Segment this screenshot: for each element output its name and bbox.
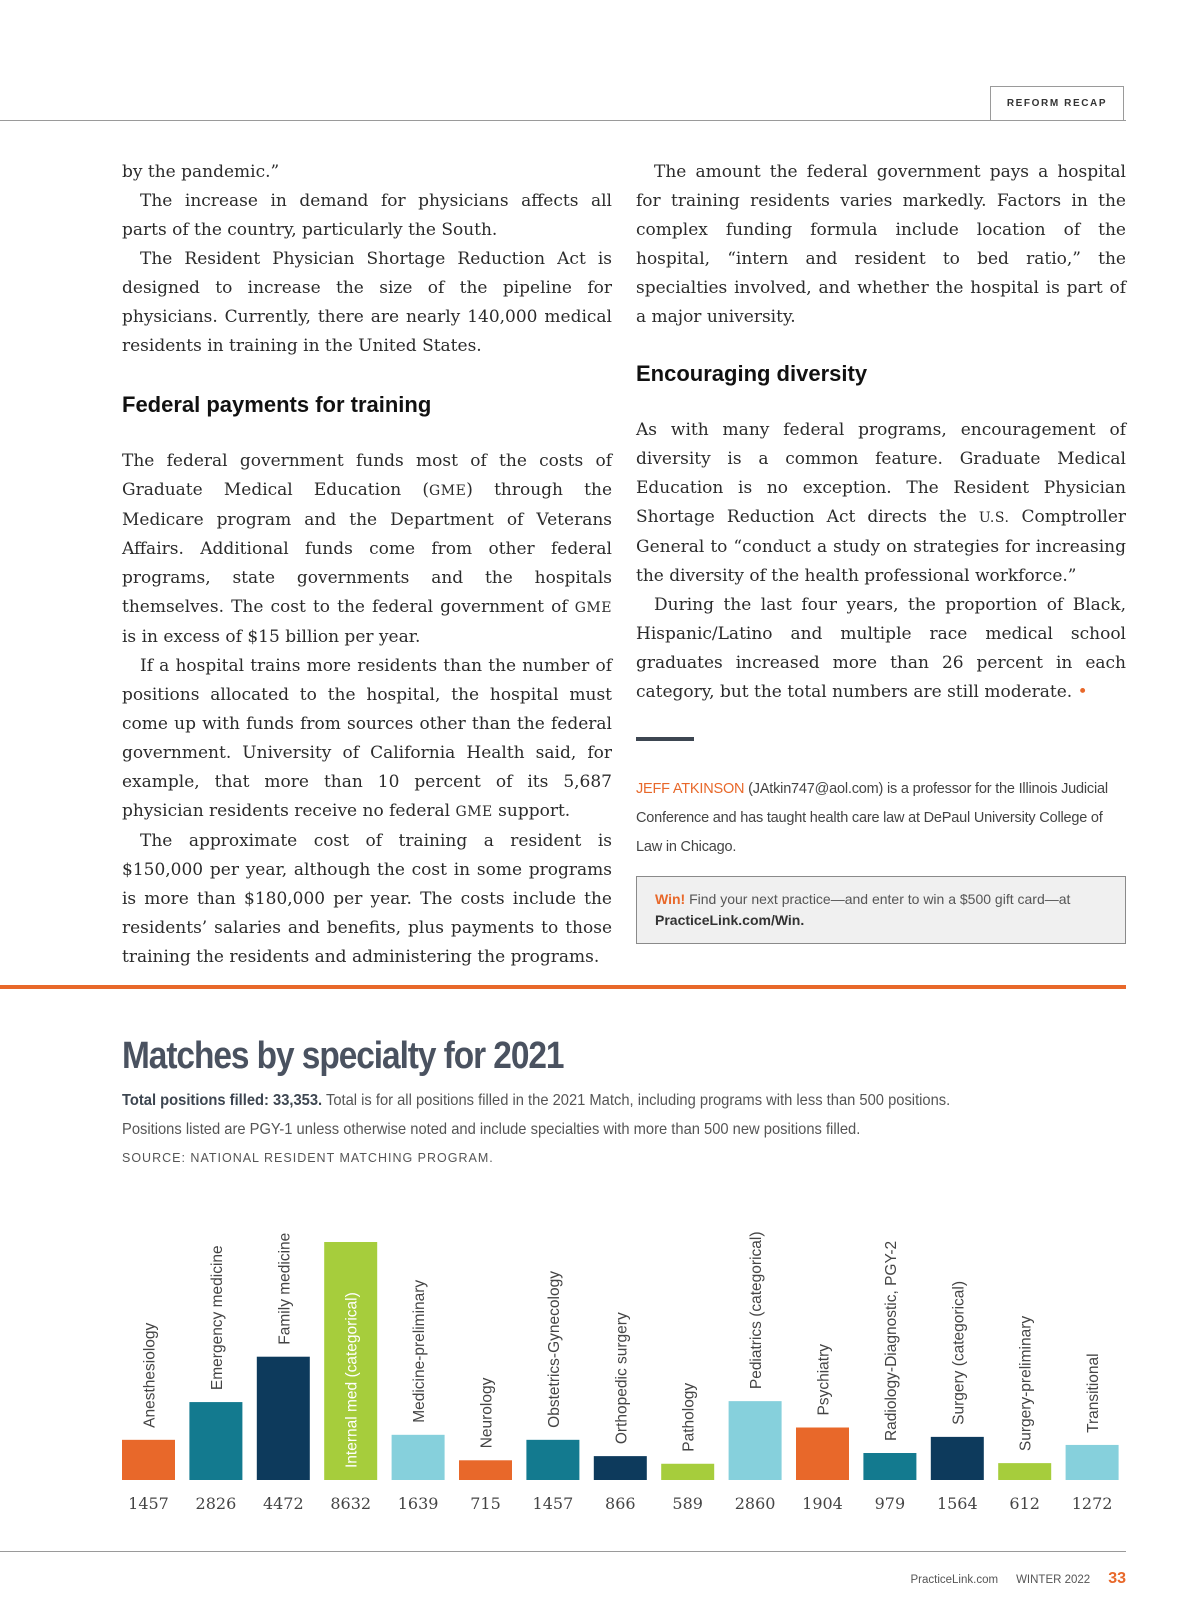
value-label: 8632 xyxy=(330,1494,372,1510)
category-label: Family medicine xyxy=(276,1232,294,1345)
end-mark: • xyxy=(1077,682,1088,702)
value-label: 979 xyxy=(874,1494,906,1510)
bar-12 xyxy=(931,1437,984,1480)
category-label: Neurology xyxy=(478,1377,496,1449)
bar-8 xyxy=(661,1464,714,1480)
promo-box[interactable]: Win! Find your next practice—and enter to win a $500 gift card—at PracticeLink.com/Win. xyxy=(636,876,1126,944)
chart-subtitle: Total positions filled: 33,353. Total is for all positions filled in the 2021 Match, including programs with less than 500 positions. Positions listed are PGY-1 unless otherwise noted and include specialties with more than 500 new positions filled. xyxy=(122,1092,951,1138)
specialty-bar-chart xyxy=(0,1180,1200,1510)
chart-title: Matches by specialty for 2021 xyxy=(122,1035,564,1077)
section-tag: REFORM RECAP xyxy=(990,86,1124,120)
category-label: Radiology-Diagnostic, PGY-2 xyxy=(882,1240,900,1442)
bar-14 xyxy=(1066,1445,1119,1480)
bar-13 xyxy=(998,1463,1051,1480)
category-label: Surgery (categorical) xyxy=(950,1281,968,1425)
paragraph: by the pandemic.” xyxy=(122,162,280,182)
value-label: 715 xyxy=(470,1494,501,1510)
value-label: 2860 xyxy=(734,1494,776,1510)
category-label: Anesthesiology xyxy=(141,1322,159,1428)
page-number: 33 xyxy=(1108,1570,1126,1587)
footer-site: PracticeLink.com xyxy=(910,1574,999,1586)
section-divider xyxy=(0,985,1126,989)
value-label: 1639 xyxy=(397,1494,439,1510)
category-label: Surgery-preliminary xyxy=(1017,1315,1035,1452)
footer xyxy=(911,1570,1127,1588)
category-label: Pathology xyxy=(680,1382,698,1452)
value-label: 866 xyxy=(605,1494,636,1510)
category-label: Internal med (categorical) xyxy=(343,1292,361,1468)
paragraph: During the last four years, the proportion of Black, Hispanic/Latino and multiple race medical school graduates increased more than 26 percent in each category, but the total numbers are still moderate. • xyxy=(636,595,1126,702)
section-heading: Encouraging diversity xyxy=(636,361,868,386)
value-label: 1904 xyxy=(802,1494,843,1510)
category-label: Medicine-preliminary xyxy=(411,1279,429,1423)
value-label: 1564 xyxy=(936,1494,978,1510)
value-label: 1457 xyxy=(128,1494,169,1510)
header-rule xyxy=(0,120,1126,121)
category-label: Orthopedic surgery xyxy=(613,1312,631,1445)
value-label: 612 xyxy=(1009,1494,1040,1510)
section-heading: Federal payments for training xyxy=(122,392,432,417)
footer-rule xyxy=(0,1551,1126,1552)
bar-7 xyxy=(594,1456,647,1480)
paragraph: The increase in demand for physicians affects all parts of the country, particularly the South. xyxy=(122,191,612,240)
bar-9 xyxy=(729,1401,782,1480)
bar-10 xyxy=(796,1428,849,1480)
paragraph: The amount the federal government pays a hospital for training residents varies markedly. Factors in the complex funding formula include location of the hospital, “intern and resident to bed ratio,” the specialties involved, and whether the hospital is part of a major university. xyxy=(636,162,1126,327)
chart-source: SOURCE: NATIONAL RESIDENT MATCHING PROGRAM. xyxy=(122,1151,494,1165)
bar-11 xyxy=(863,1453,916,1480)
category-label: Emergency medicine xyxy=(208,1245,226,1391)
category-label: Pediatrics (categorical) xyxy=(748,1231,766,1390)
promo-link[interactable]: PracticeLink.com/Win. xyxy=(655,912,805,928)
value-label: 4472 xyxy=(262,1494,304,1510)
author-name: JEFF ATKINSON xyxy=(636,781,745,797)
right-column xyxy=(636,158,1126,944)
bar-5 xyxy=(459,1460,512,1480)
bar-1 xyxy=(189,1402,242,1480)
bar-0 xyxy=(122,1440,175,1480)
footer-issue: WINTER 2022 xyxy=(1016,1574,1091,1586)
bar-4 xyxy=(392,1435,445,1480)
category-label: Obstetrics-Gynecology xyxy=(545,1271,563,1428)
value-label: 1272 xyxy=(1071,1494,1113,1510)
paragraph: As with many federal programs, encouragement of diversity is a common feature. Graduate Medical Education is no exception. The Resident Physician Shortage Reduction Act directs the U.S. Comptroller General to “conduct a study on strategies for increasing the diversity of the health professional workforce.” xyxy=(636,420,1127,586)
bar-2 xyxy=(257,1357,310,1480)
bar-6 xyxy=(526,1440,579,1480)
paragraph: If a hospital trains more residents than the number of positions allocated to the hospital, the hospital must come up with funds from sources other than the federal government. University of California Health said, for example, that more than 10 percent of its 5,687 physician residents receive no federal GME support. xyxy=(122,656,612,821)
paragraph: The federal government funds most of the costs of Graduate Medical Education (GME) through the Medicare program and the Department of Veterans Affairs. Additional funds come from other federal programs, state governments and the hospitals themselves. The cost to the federal government of GME is in excess of $15 billion per year. xyxy=(122,451,613,647)
left-column xyxy=(122,158,612,972)
category-label: Transitional xyxy=(1085,1353,1103,1433)
bio-divider xyxy=(636,737,694,741)
author-bio: JEFF ATKINSON (JAtkin747@aol.com) is a professor for the Illinois Judicial Conference and has taught health care law at DePaul University College of Law in Chicago. xyxy=(636,781,1108,855)
value-label: 1457 xyxy=(532,1494,574,1510)
category-label: Psychiatry xyxy=(815,1344,833,1416)
paragraph: The approximate cost of training a resident is $150,000 per year, although the cost in some programs is more than $180,000 per year. The costs include the residents’ salaries and benefits, plus payments to those training the residents and administering the programs. xyxy=(122,831,612,967)
paragraph: The Resident Physician Shortage Reduction Act is designed to increase the size of the pipeline for physicians. Currently, there are nearly 140,000 medical residents in training in the United States. xyxy=(122,249,612,356)
value-label: 2826 xyxy=(195,1494,237,1510)
value-label: 589 xyxy=(672,1494,703,1510)
